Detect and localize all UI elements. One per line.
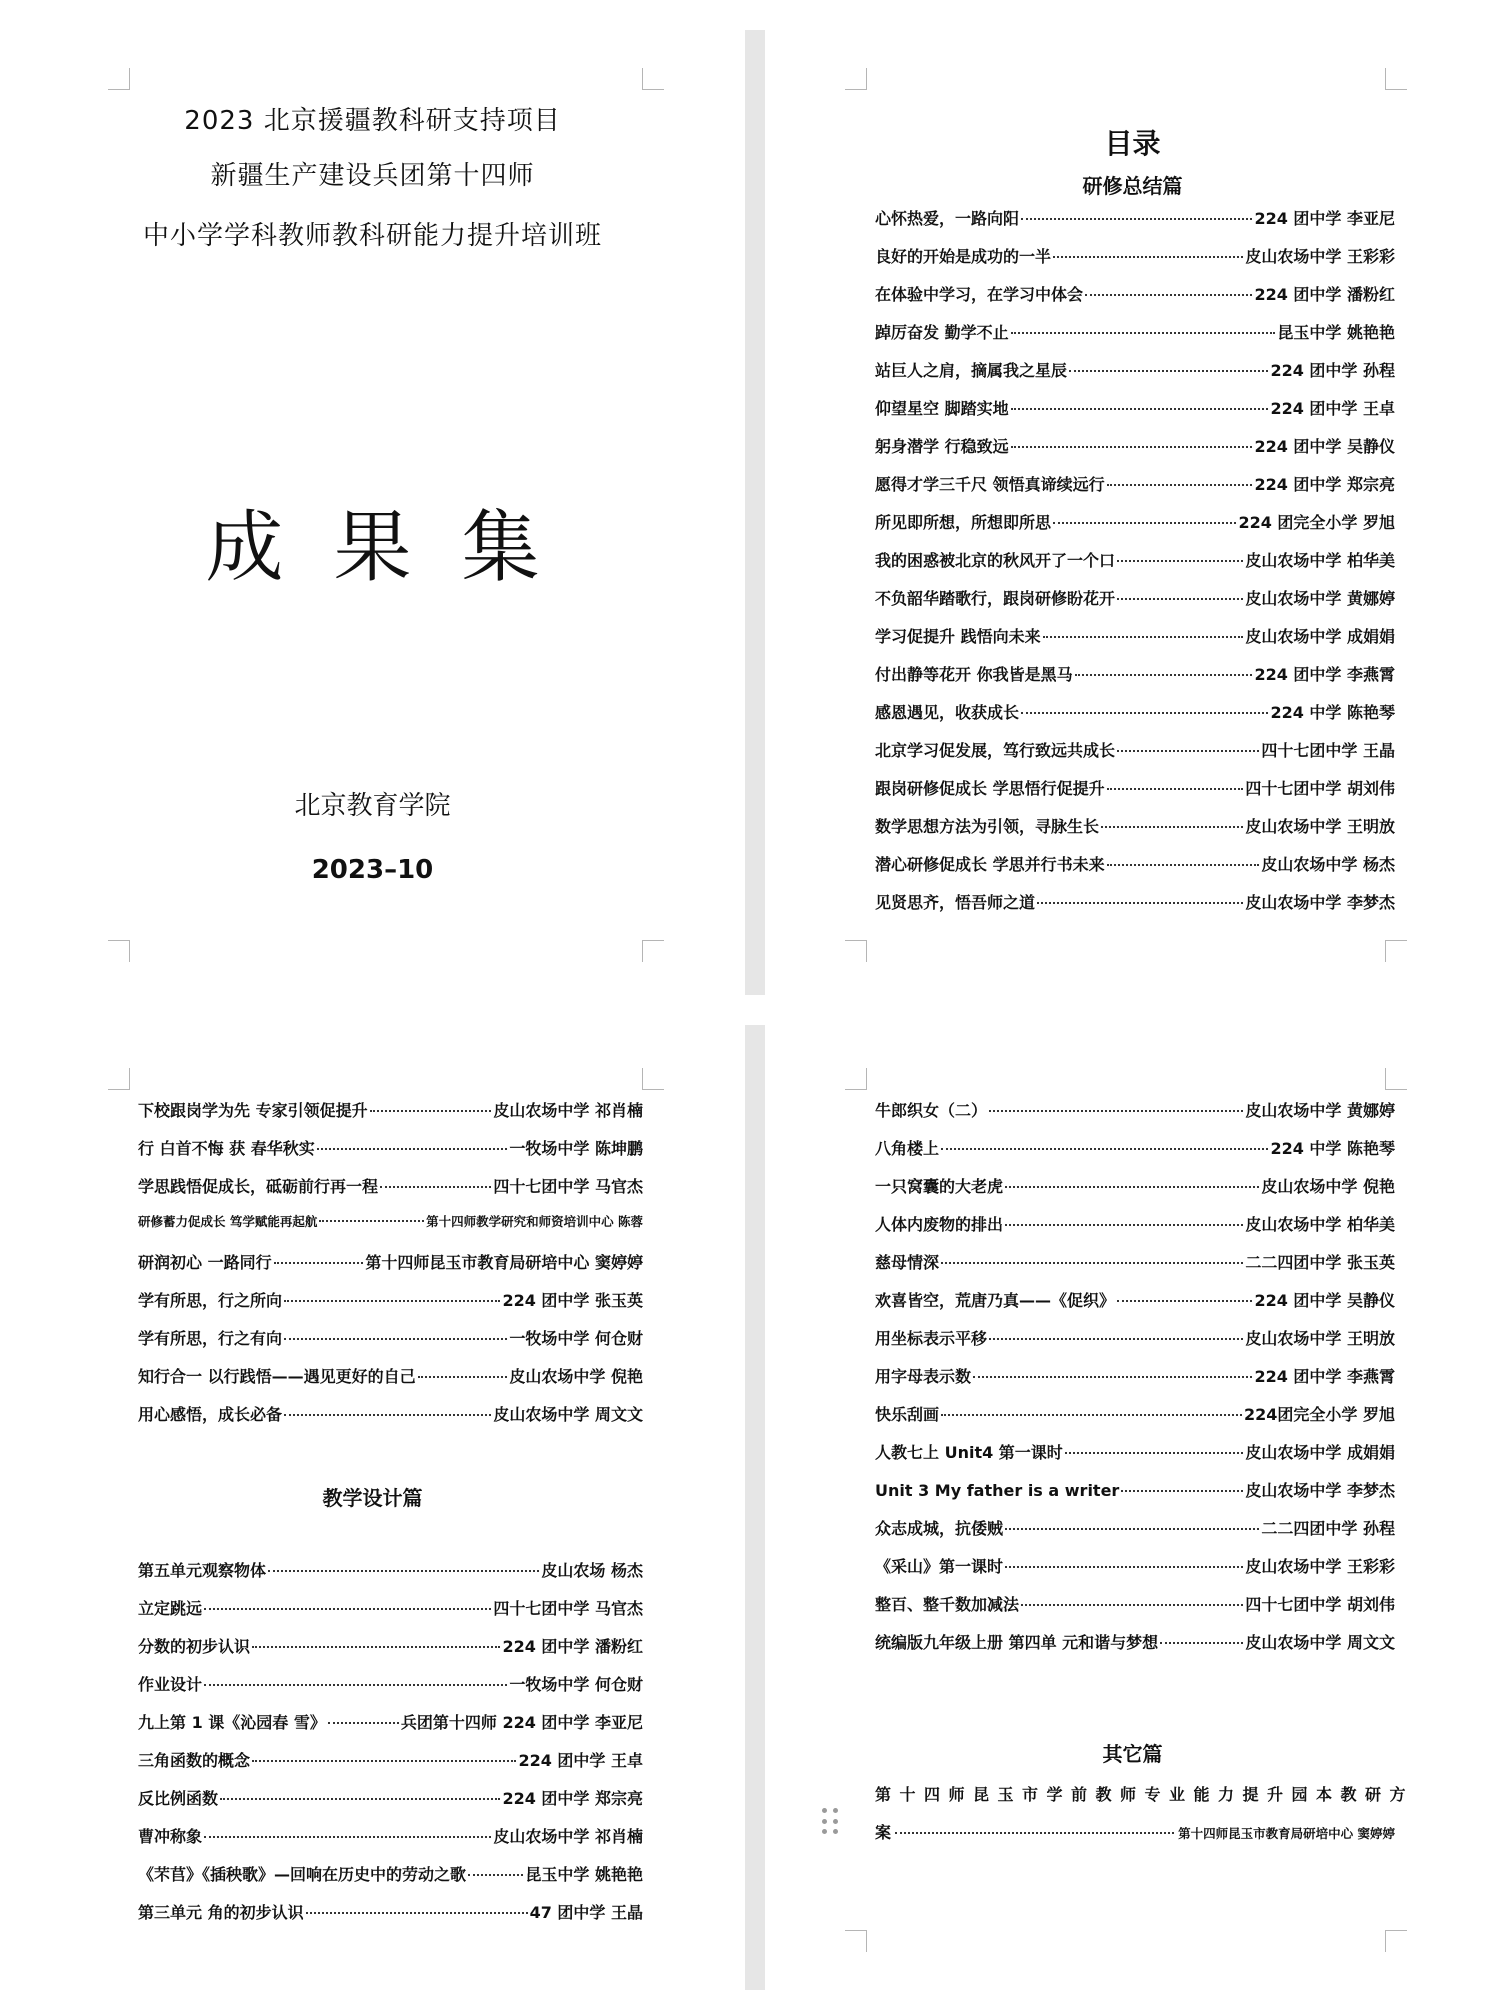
drag-handle-icon[interactable]: [822, 1808, 840, 1836]
toc-entry[interactable]: [875, 1440, 1395, 1478]
crop-mark-icon: [1385, 68, 1407, 90]
toc-entry-title: 用字母表示数: [875, 1367, 972, 1386]
toc-entry-author: 224 团中学 孙程: [1270, 361, 1395, 380]
toc-entry-author: 皮山农场中学 柏华美: [1245, 551, 1395, 570]
toc-entry-title: 感恩遇见，收获成长: [875, 703, 1020, 722]
toc-entry-title: 良好的开始是成功的一半: [875, 247, 1052, 266]
section-heading-design: 教学设计篇: [322, 1486, 423, 1510]
toc-entry-title: 北京学习促发展，笃行致远共成长: [875, 741, 1116, 760]
leader-dots: [1085, 294, 1252, 296]
leader-dots: [319, 1220, 424, 1222]
toc-entry-title: 下校跟岗学为先 专家引领促提升: [138, 1101, 368, 1120]
toc-entry-author: 224 团中学 李亚尼: [1254, 209, 1395, 228]
toc-entry-author: 皮山农场中学 柏华美: [1245, 1215, 1395, 1234]
toc-entry[interactable]: [875, 662, 1395, 700]
section-heading-summary: 研修总结篇: [1082, 174, 1183, 198]
toc-entry-title: 《芣苢》《插秧歌》—回响在历史中的劳动之歌: [138, 1865, 467, 1884]
toc-entry-author: 四十七团中学 马官杰: [493, 1177, 643, 1196]
toc-entry[interactable]: [138, 1136, 643, 1174]
toc-entry-author: 皮山农场中学 王彩彩: [1245, 1557, 1395, 1576]
toc-entry-title: 学有所思，行之所向: [138, 1291, 283, 1310]
crop-mark-icon: [1385, 1930, 1407, 1952]
toc-entry[interactable]: [875, 776, 1395, 814]
toc-entry-title: 一只窝囊的大老虎: [875, 1177, 1004, 1196]
toc-entry-title: 学有所思，行之有向: [138, 1329, 283, 1348]
toc-entry-author: 224 团中学 王卓: [1270, 399, 1395, 418]
toc-entry[interactable]: [138, 1326, 643, 1364]
toc-entry-title: 第三单元 角的初步认识: [138, 1903, 304, 1922]
toc-entry-author: 四十七团中学 胡刘伟: [1245, 779, 1395, 798]
leader-dots: [1107, 484, 1253, 486]
leader-dots: [284, 1338, 507, 1340]
toc-entry[interactable]: [138, 1748, 643, 1786]
leader-dots: [941, 1414, 1242, 1416]
toc-entry[interactable]: [875, 1136, 1395, 1174]
toc-entry-title: 不负韶华踏歌行，跟岗研修盼花开: [875, 589, 1116, 608]
crop-mark-icon: [108, 940, 130, 962]
toc-entry-author: 皮山农场中学 成娟娟: [1245, 1443, 1395, 1462]
toc-entry[interactable]: [138, 1672, 643, 1710]
leader-dots: [1021, 218, 1252, 220]
toc-entry[interactable]: [138, 1710, 643, 1748]
toc-entry-author: 一牧场中学 何仓财: [509, 1329, 643, 1348]
toc-entry-title: 研润初心 一路同行: [138, 1253, 272, 1272]
page-gutter-top: [745, 30, 765, 995]
toc-entry-title: 作业设计: [138, 1675, 203, 1694]
toc-entry-author: 224团完全小学 罗旭: [1244, 1405, 1395, 1424]
toc-entry[interactable]: [875, 1174, 1395, 1212]
toc-entry[interactable]: [875, 1592, 1395, 1630]
toc-entry-author: 皮山农场中学 周文文: [1245, 1633, 1395, 1652]
crop-mark-icon: [642, 940, 664, 962]
crop-mark-icon: [845, 940, 867, 962]
toc-entry[interactable]: [138, 1900, 643, 1938]
leader-dots: [370, 1110, 492, 1112]
leader-dots: [1117, 750, 1259, 752]
toc-entry[interactable]: [875, 434, 1395, 472]
toc-entry[interactable]: [875, 890, 1395, 928]
toc-entry-author: 皮山农场中学 王明放: [1245, 1329, 1395, 1348]
toc-entry[interactable]: [875, 1554, 1395, 1592]
toc-entry[interactable]: [138, 1212, 643, 1250]
crop-mark-icon: [845, 1068, 867, 1090]
toc-entry-author: 224 团中学 吴静仪: [1254, 437, 1395, 456]
toc-entry-author: 兵团第十四师 224 团中学 李亚尼: [400, 1713, 643, 1732]
leader-dots: [306, 1912, 528, 1914]
leader-dots: [1005, 1186, 1259, 1188]
toc-entry-title: 慈母情深: [875, 1253, 940, 1272]
leader-dots: [1075, 674, 1253, 676]
leader-dots: [1160, 1642, 1243, 1644]
leader-dots: [1011, 408, 1269, 410]
toc-entry[interactable]: [875, 396, 1395, 434]
toc-entry-title: 曹冲称象: [138, 1827, 203, 1846]
toc-list-design: [138, 1558, 643, 1938]
toc-entry[interactable]: [875, 510, 1395, 548]
toc-entry-title: 行 白首不悔 获 春华秋实: [138, 1139, 315, 1158]
leader-dots: [220, 1798, 500, 1800]
toc-entry[interactable]: [875, 738, 1395, 776]
toc-entry-title: 整百、整千数加减法: [875, 1595, 1020, 1614]
toc-entry-title: 心怀热爱，一路向阳: [875, 209, 1020, 228]
cover-division-line: 新疆生产建设兵团第十四师: [210, 161, 535, 191]
leader-dots: [989, 1338, 1243, 1340]
toc-entry[interactable]: [138, 1364, 643, 1402]
toc-entry[interactable]: [875, 1478, 1395, 1516]
toc-entry-title: 立定跳远: [138, 1599, 203, 1618]
cover-date: 2023–10: [311, 855, 434, 885]
leader-dots: [380, 1186, 491, 1188]
leader-dots: [1005, 1566, 1243, 1568]
leader-dots: [973, 1376, 1252, 1378]
leader-dots: [1117, 598, 1243, 600]
leader-dots: [252, 1646, 500, 1648]
toc-entry-title: 见贤思齐，悟吾师之道: [875, 893, 1036, 912]
toc-entry-title: 站巨人之肩，摘属我之星辰: [875, 361, 1068, 380]
leader-dots: [1011, 446, 1253, 448]
crop-mark-icon: [845, 1930, 867, 1952]
leader-dots: [1021, 712, 1268, 714]
leader-dots: [204, 1608, 491, 1610]
toc-entry-author: 皮山农场中学 李梦杰: [1245, 1481, 1395, 1500]
crop-mark-icon: [642, 1068, 664, 1090]
leader-dots: [895, 1832, 1174, 1834]
leader-dots: [1121, 1490, 1243, 1492]
leader-dots: [418, 1376, 508, 1378]
toc-entry-author: 皮山农场中学 杨杰: [1261, 855, 1395, 874]
toc-title: 目录: [1104, 127, 1161, 160]
toc-entry-author: 第十四师昆玉市教育局研培中心 窦婷婷: [365, 1253, 643, 1272]
leader-dots: [989, 1110, 1243, 1112]
toc-entry-title: 在体验中学习，在学习中体会: [875, 285, 1084, 304]
toc-entry-title: 反比例函数: [138, 1789, 219, 1808]
toc-entry[interactable]: [875, 586, 1395, 624]
leader-dots: [1117, 560, 1243, 562]
toc-entry-author: 224 团中学 潘粉红: [502, 1637, 643, 1656]
toc-entry[interactable]: [138, 1862, 643, 1900]
toc-entry-title: 我的困惑被北京的秋风开了一个口: [875, 551, 1116, 570]
toc-entry-title: 潜心研修促成长 学思并行书未来: [875, 855, 1105, 874]
toc-entry-title: 人教七上 Unit4 第一课时: [875, 1443, 1063, 1462]
toc-list-summary-cont: [138, 1098, 643, 1440]
toc-entry-title: 学思践悟促成长，砥砺前行再一程: [138, 1177, 379, 1196]
other-entry: [875, 1776, 1415, 1853]
crop-mark-icon: [1385, 1068, 1407, 1090]
toc-entry[interactable]: [875, 1212, 1395, 1250]
toc-entry-author: 皮山农场中学 倪艳: [1261, 1177, 1395, 1196]
toc-entry-author: 皮山农场中学 李梦杰: [1245, 893, 1395, 912]
other-entry-author: 第十四师昆玉市教育局研培中心 窦婷婷: [1178, 1826, 1395, 1841]
other-entry-title-line2: 案: [875, 1823, 892, 1842]
leader-dots: [1043, 636, 1244, 638]
toc-page-2: [0, 1020, 745, 2000]
toc-entry[interactable]: [875, 1098, 1395, 1136]
toc-entry[interactable]: [875, 1516, 1395, 1554]
toc-entry-title: 快乐刮画: [875, 1405, 940, 1424]
toc-entry[interactable]: [875, 1630, 1395, 1668]
toc-entry-author: 224 中学 陈艳琴: [1270, 703, 1395, 722]
toc-entry-author: 224 团中学 张玉英: [502, 1291, 643, 1310]
cover-page: [0, 0, 745, 1000]
toc-entry-author: 一牧场中学 何仓财: [509, 1675, 643, 1694]
other-entry-title-line1: 第十四师昆玉市学前教师专业能力提升园本教研方: [875, 1785, 1415, 1804]
toc-entry-author: 皮山农场中学 黄娜婷: [1245, 589, 1395, 608]
leader-dots: [1107, 864, 1260, 866]
toc-entry-title: 躬身潜学 行稳致远: [875, 437, 1009, 456]
toc-entry-author: 皮山农场中学 周文文: [493, 1405, 643, 1424]
toc-entry-title: 人体内废物的排出: [875, 1215, 1004, 1234]
toc-entry-author: 224 团中学 吴静仪: [1254, 1291, 1395, 1310]
toc-entry-title: 知行合一 以行践悟——遇见更好的自己: [138, 1367, 416, 1386]
toc-entry[interactable]: [138, 1250, 643, 1288]
toc-page-3: [765, 1020, 1500, 2000]
toc-entry-author: 224 团中学 李燕霄: [1254, 665, 1395, 684]
toc-entry-author: 47 团中学 王晶: [529, 1903, 643, 1922]
toc-entry-author: 昆玉中学 姚艳艳: [1277, 323, 1395, 342]
toc-entry-author: 皮山农场中学 祁肖楠: [493, 1101, 643, 1120]
toc-entry-title: 《采山》第一课时: [875, 1557, 1004, 1576]
toc-entry-title: 用心感悟，成长必备: [138, 1405, 283, 1424]
toc-entry-title: 欢喜皆空，荒唐乃真——《促织》: [875, 1291, 1116, 1310]
toc-entry[interactable]: [138, 1174, 643, 1212]
toc-entry-author: 一牧场中学 陈坤鹏: [509, 1139, 643, 1158]
leader-dots: [284, 1414, 491, 1416]
toc-entry[interactable]: [138, 1634, 643, 1672]
toc-entry[interactable]: [138, 1098, 643, 1136]
toc-entry-author: 皮山农场中学 成娟娟: [1245, 627, 1395, 646]
toc-entry[interactable]: [875, 472, 1395, 510]
toc-entry-author: 昆玉中学 姚艳艳: [525, 1865, 643, 1884]
leader-dots: [268, 1570, 539, 1572]
toc-entry[interactable]: [875, 700, 1395, 738]
toc-page-1: [765, 0, 1500, 1000]
toc-entry-title: 研修蓄力促成长 笃学赋能再起航: [138, 1214, 318, 1229]
page-gutter-bottom: [745, 1025, 765, 1990]
other-entry-line2: [875, 1814, 1395, 1853]
toc-entry-title: 所见即所想，所想即所思: [875, 513, 1052, 532]
toc-entry-title: 第五单元观察物体: [138, 1561, 267, 1580]
toc-entry[interactable]: [875, 624, 1395, 662]
toc-entry-author: 皮山农场 杨杰: [541, 1561, 643, 1580]
toc-entry[interactable]: [138, 1596, 643, 1634]
leader-dots: [204, 1684, 507, 1686]
cover-project-line: 2023 北京援疆教科研支持项目: [184, 106, 561, 136]
leader-dots: [941, 1262, 1243, 1264]
toc-entry-title: 付出静等花开 你我皆是黑马: [875, 665, 1073, 684]
leader-dots: [1005, 1528, 1259, 1530]
leader-dots: [284, 1300, 500, 1302]
toc-entry-author: 二二四团中学 张玉英: [1245, 1253, 1395, 1272]
toc-entry-author: 皮山农场中学 祁肖楠: [493, 1827, 643, 1846]
toc-entry-title: 用坐标表示平移: [875, 1329, 988, 1348]
toc-entry-author: 224 团中学 李燕霄: [1254, 1367, 1395, 1386]
toc-entry-author: 四十七团中学 王晶: [1261, 741, 1395, 760]
toc-entry[interactable]: [875, 320, 1395, 358]
leader-dots: [1117, 1300, 1252, 1302]
crop-mark-icon: [108, 1068, 130, 1090]
toc-entry[interactable]: [138, 1288, 643, 1326]
toc-entry-author: 皮山农场中学 倪艳: [509, 1367, 643, 1386]
toc-entry[interactable]: [875, 1364, 1395, 1402]
toc-entry-title: 九上第 1 课《沁园春 雪》: [138, 1713, 326, 1732]
toc-entry[interactable]: [138, 1824, 643, 1862]
toc-entry[interactable]: [138, 1402, 643, 1440]
leader-dots: [468, 1874, 523, 1876]
toc-list-design-cont: [875, 1098, 1395, 1668]
toc-entry[interactable]: [875, 206, 1395, 244]
toc-entry-title: 三角函数的概念: [138, 1751, 251, 1770]
toc-entry[interactable]: [875, 244, 1395, 282]
leader-dots: [1005, 1224, 1243, 1226]
toc-entry-author: 皮山农场中学 王彩彩: [1245, 247, 1395, 266]
toc-entry[interactable]: [138, 1786, 643, 1824]
toc-entry-title: 跟岗研修促成长 学思悟行促提升: [875, 779, 1105, 798]
toc-entry-title: 牛郎织女（二）: [875, 1101, 988, 1120]
crop-mark-icon: [642, 68, 664, 90]
toc-entry-title: 八角楼上: [875, 1139, 940, 1158]
toc-entry-author: 224 团中学 郑宗亮: [502, 1789, 643, 1808]
toc-entry[interactable]: [875, 814, 1395, 852]
toc-entry-title: 众志成城，抗倭贼: [875, 1519, 1004, 1538]
toc-entry-title: Unit 3 My father is a writer: [875, 1481, 1120, 1500]
leader-dots: [1021, 1604, 1243, 1606]
leader-dots: [252, 1760, 516, 1762]
leader-dots: [1065, 1452, 1244, 1454]
toc-entry[interactable]: [875, 358, 1395, 396]
toc-entry-title: 仰望星空 脚踏实地: [875, 399, 1009, 418]
toc-entry-author: 224 中学 陈艳琴: [1270, 1139, 1395, 1158]
toc-entry-author: 皮山农场中学 黄娜婷: [1245, 1101, 1395, 1120]
toc-entry[interactable]: [875, 1288, 1395, 1326]
toc-entry-author: 第十四师教学研究和师资培训中心 陈蓉: [426, 1214, 643, 1229]
toc-entry[interactable]: [875, 852, 1395, 890]
toc-entry-title: 愿得才学三千尺 领悟真谛续远行: [875, 475, 1105, 494]
section-heading-other: 其它篇: [1102, 1742, 1163, 1766]
crop-mark-icon: [845, 68, 867, 90]
toc-entry[interactable]: [138, 1558, 643, 1596]
leader-dots: [1011, 332, 1276, 334]
toc-entry-title: 数学思想方法为引领，寻脉生长: [875, 817, 1100, 836]
leader-dots: [317, 1148, 508, 1150]
toc-entry[interactable]: [875, 282, 1395, 320]
leader-dots: [1107, 788, 1244, 790]
toc-entry-author: 224 团中学 潘粉红: [1254, 285, 1395, 304]
toc-entry-author: 四十七团中学 马官杰: [493, 1599, 643, 1618]
cover-organization: 北京教育学院: [294, 791, 451, 821]
toc-list-summary: [875, 206, 1395, 928]
toc-entry[interactable]: [875, 1402, 1395, 1440]
toc-entry[interactable]: [875, 1250, 1395, 1288]
crop-mark-icon: [108, 68, 130, 90]
toc-entry-title: 踔厉奋发 勤学不止: [875, 323, 1009, 342]
cover-class-line: 中小学学科教师教科研能力提升培训班: [142, 221, 602, 251]
leader-dots: [1037, 902, 1243, 904]
toc-entry-title: 统编版九年级上册 第四单 元和谐与梦想: [875, 1633, 1159, 1652]
leader-dots: [274, 1262, 364, 1264]
toc-entry-title: 分数的初步认识: [138, 1637, 251, 1656]
leader-dots: [941, 1148, 1268, 1150]
toc-entry-title: 学习促提升 践悟向未来: [875, 627, 1041, 646]
leader-dots: [328, 1722, 399, 1724]
leader-dots: [1053, 256, 1243, 258]
crop-mark-icon: [1385, 940, 1407, 962]
leader-dots: [1053, 522, 1236, 524]
toc-entry-author: 224 团完全小学 罗旭: [1238, 513, 1395, 532]
cover-main-title: 成果集: [205, 503, 590, 593]
leader-dots: [1101, 826, 1243, 828]
toc-entry-author: 二二四团中学 孙程: [1261, 1519, 1395, 1538]
toc-entry-author: 224 团中学 王卓: [518, 1751, 643, 1770]
toc-entry-author: 四十七团中学 胡刘伟: [1245, 1595, 1395, 1614]
leader-dots: [1069, 370, 1268, 372]
toc-entry-author: 皮山农场中学 王明放: [1245, 817, 1395, 836]
toc-entry[interactable]: [875, 1326, 1395, 1364]
toc-entry-author: 224 团中学 郑宗亮: [1254, 475, 1395, 494]
leader-dots: [204, 1836, 491, 1838]
toc-entry[interactable]: [875, 548, 1395, 586]
